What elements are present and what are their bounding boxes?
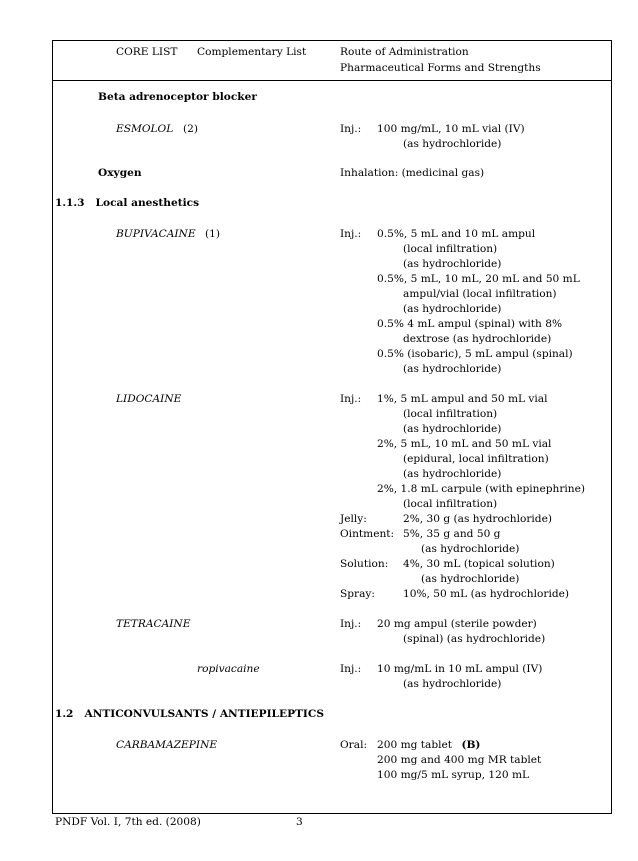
- lidocaine-form: (as hydrochloride): [403, 468, 502, 480]
- lidocaine-form: (as hydrochloride): [403, 423, 502, 435]
- lidocaine-spray-label: Spray:: [340, 588, 375, 600]
- section-beta-blocker: Beta adrenoceptor blocker: [98, 91, 257, 103]
- page-number: 3: [296, 816, 303, 828]
- lidocaine-solution-label: Solution:: [340, 558, 389, 570]
- lidocaine-form: 2%, 1.8 mL carpule (with epinephrine): [377, 483, 585, 495]
- ropivacaine-form-2: (as hydrochloride): [403, 678, 502, 690]
- carbamazepine-form-3: 100 mg/5 mL syrup, 120 mL: [377, 769, 530, 781]
- bupivacaine-form: (as hydrochloride): [403, 363, 502, 375]
- header-route: Route of Administration: [340, 46, 469, 58]
- drug-carbamazepine: CARBAMAZEPINE: [116, 739, 218, 751]
- drug-lidocaine: LIDOCAINE: [116, 393, 182, 405]
- lidocaine-spray: 10%, 50 mL (as hydrochloride): [403, 588, 570, 600]
- left-tick: [52, 284, 53, 318]
- carbamazepine-route: Oral:: [340, 739, 368, 751]
- drug-tetracaine: TETRACAINE: [116, 618, 191, 630]
- lidocaine-solution: 4%, 30 mL (topical solution): [403, 558, 555, 570]
- lidocaine-form: 1%, 5 mL ampul and 50 mL vial: [377, 393, 548, 405]
- oxygen-form: Inhalation: (medicinal gas): [340, 167, 485, 179]
- lidocaine-jelly: 2%, 30 g (as hydrochloride): [403, 513, 552, 525]
- drug-ropivacaine: ropivacaine: [197, 663, 260, 675]
- carbamazepine-form-1-text: 200 mg tablet: [377, 739, 453, 751]
- esmolol-note: (2): [183, 123, 199, 135]
- bupivacaine-form: (local infiltration): [403, 243, 498, 255]
- drug-bupivacaine: BUPIVACAINE: [116, 228, 196, 240]
- section-anticonvulsants: 1.2 ANTICONVULSANTS / ANTIEPILEPTICS: [55, 708, 324, 720]
- tetracaine-route: Inj.:: [340, 618, 362, 630]
- carbamazepine-form-1-badge: (B): [461, 739, 481, 751]
- lidocaine-form: (local infiltration): [403, 498, 498, 510]
- lidocaine-route: Inj.:: [340, 393, 362, 405]
- right-border: [611, 40, 612, 813]
- lidocaine-solution-2: (as hydrochloride): [421, 573, 520, 585]
- bupivacaine-route: Inj.:: [340, 228, 362, 240]
- bupivacaine-form: 0.5% 4 mL ampul (spinal) with 8%: [377, 318, 563, 330]
- bupivacaine-form: 0.5%, 5 mL and 10 mL ampul: [377, 228, 536, 240]
- ropivacaine-form-1: 10 mg/mL in 10 mL ampul (IV): [377, 663, 543, 675]
- esmolol-route: Inj.:: [340, 123, 362, 135]
- header-forms: Pharmaceutical Forms and Strengths: [340, 62, 541, 74]
- tetracaine-form-1: 20 mg ampul (sterile powder): [377, 618, 537, 630]
- header-complementary-list: Complementary List: [197, 46, 307, 58]
- bupivacaine-form: (as hydrochloride): [403, 258, 502, 270]
- left-border: [52, 40, 53, 813]
- footer-citation: PNDF Vol. I, 7th ed. (2008): [55, 816, 201, 828]
- drug-oxygen: Oxygen: [98, 167, 142, 179]
- drug-esmolol: ESMOLOL: [116, 123, 174, 135]
- lidocaine-form: 2%, 5 mL, 10 mL and 50 mL vial: [377, 438, 552, 450]
- top-border: [52, 40, 612, 41]
- bottom-border: [52, 813, 612, 814]
- header-divider: [52, 80, 612, 81]
- esmolol-form-1: 100 mg/mL, 10 mL vial (IV): [377, 123, 525, 135]
- ropivacaine-route: Inj.:: [340, 663, 362, 675]
- bupivacaine-form: (as hydrochloride): [403, 303, 502, 315]
- esmolol-form-2: (as hydrochloride): [403, 138, 502, 150]
- bupivacaine-form: dextrose (as hydrochloride): [403, 333, 552, 345]
- lidocaine-form: (epidural, local infiltration): [403, 453, 549, 465]
- section-local-anesthetics: 1.1.3 Local anesthetics: [55, 197, 200, 209]
- bupivacaine-form: 0.5%, 5 mL, 10 mL, 20 mL and 50 mL: [377, 273, 580, 285]
- lidocaine-ointment: 5%, 35 g and 50 g: [403, 528, 501, 540]
- lidocaine-jelly-label: Jelly:: [340, 513, 367, 525]
- tetracaine-form-2: (spinal) (as hydrochloride): [403, 633, 546, 645]
- bupivacaine-form: ampul/vial (local infiltration): [403, 288, 557, 300]
- carbamazepine-form-1: [377, 738, 480, 753]
- right-tick: [611, 284, 612, 318]
- bupivacaine-note: (1): [205, 228, 221, 240]
- bupivacaine-form: 0.5% (isobaric), 5 mL ampul (spinal): [377, 348, 573, 360]
- lidocaine-ointment-2: (as hydrochloride): [421, 543, 520, 555]
- lidocaine-form: (local infiltration): [403, 408, 498, 420]
- header-core-list: CORE LIST: [116, 46, 178, 58]
- lidocaine-ointment-label: Ointment:: [340, 528, 395, 540]
- carbamazepine-form-2: 200 mg and 400 mg MR tablet: [377, 754, 542, 766]
